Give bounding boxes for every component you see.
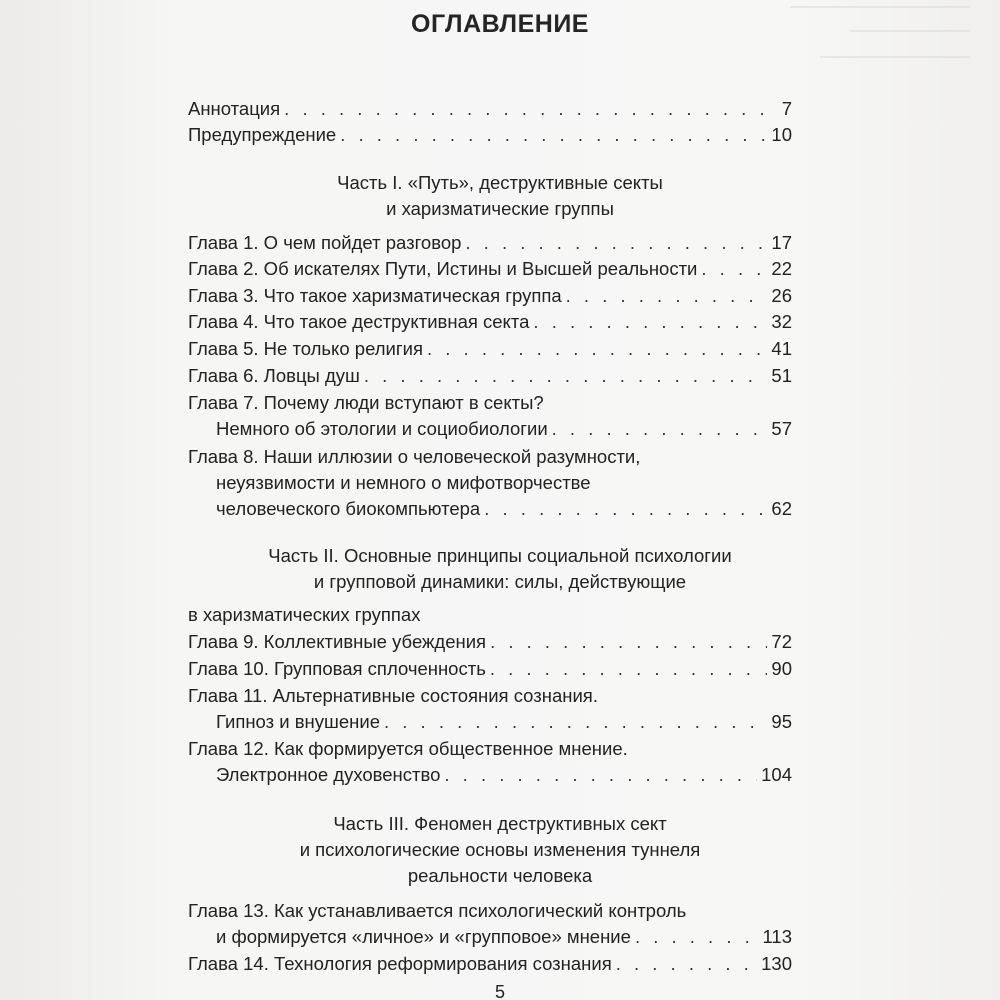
toc-entry-text: Предупреждение [188,124,337,145]
toc-entry-text: Глава 1. О чем пойдет разговор [188,232,462,253]
toc-entry-chapter[interactable] [188,953,792,981]
toc-entry-text[interactable]: Глава 8. Наши иллюзии о человеческой разумности, [188,446,641,467]
leader-dots [701,258,767,280]
leader-dots [490,658,768,680]
toc-page-number: 41 [771,338,792,359]
leader-dots [635,926,759,948]
part-heading: реальности человека [407,865,593,886]
toc-entry-chapter[interactable] [188,311,792,339]
toc-entry-text: Немного об этологии и социобиологии [216,418,548,439]
toc-page-number: 7 [781,98,792,119]
part-heading: в харизматических группах [188,604,421,625]
toc-entry-chapter[interactable] [216,926,792,954]
toc-entry-chapter[interactable] [216,764,792,792]
toc-entry-text[interactable]: Глава 7. Почему люди вступают в секты? [188,392,544,413]
toc-entry-chapter[interactable] [188,631,792,659]
toc-entry-chapter[interactable] [188,285,792,313]
toc-entry-text: Глава 6. Ловцы душ [188,365,360,386]
toc-page-number: 95 [771,711,792,732]
toc-entry-text: неуязвимости и немного о мифотворчестве [216,472,591,493]
part-heading: и харизматические группы [386,198,614,219]
toc-page-number: 72 [771,631,792,652]
leader-dots [364,365,768,387]
toc-entry-text[interactable]: Глава 12. Как формируется общественное мнение. [188,738,628,759]
leader-dots [616,953,757,975]
toc-entry-text: Аннотация [188,98,281,119]
part-heading: Часть II. Основные принципы социальной психологии [268,545,732,566]
toc-page-number: 32 [771,311,792,332]
page-number: 5 [494,982,505,1000]
toc-entry-chapter[interactable] [188,365,792,393]
part-heading: Часть I. «Путь», деструктивные секты [337,172,663,193]
toc-page-number: 57 [771,418,792,439]
toc-entry-text[interactable]: Глава 13. Как устанавливается психологический контроль [188,900,687,921]
part-heading: и психологические основы изменения туннеля [299,839,701,860]
toc-entry-text: человеческого биокомпьютера [216,498,481,519]
leader-dots [465,232,767,254]
leader-dots [384,711,767,733]
toc-entry-chapter[interactable] [216,418,792,446]
toc-entry-text: Глава 10. Групповая сплоченность [188,658,486,679]
toc-entry-text: Глава 9. Коллективные убеждения [188,631,487,652]
toc-entry-chapter[interactable] [216,498,792,526]
toc-page-number: 104 [761,764,792,785]
toc-entry-chapter[interactable] [188,232,792,260]
toc-page-number: 10 [771,124,792,145]
toc-entry-text[interactable]: Глава 11. Альтернативные состояния сознания. [188,685,598,706]
bleed-through-line [790,6,970,8]
part-heading: Часть III. Феномен деструктивных сект [333,813,667,834]
part-heading: и групповой динамики: силы, действующие [313,571,687,592]
toc-entry-text: Глава 3. Что такое харизматическая группа [188,285,562,306]
toc-entry-text: Глава 4. Что такое деструктивная секта [188,311,530,332]
toc-page-number: 17 [771,232,792,253]
toc-entry-text: Электронное духовенство [216,764,441,785]
leader-dots [340,124,767,146]
toc-entry-text: Глава 5. Не только религия [188,338,423,359]
leader-dots [490,631,767,653]
toc-entry-chapter[interactable] [188,658,792,686]
leader-dots [484,498,767,520]
leader-dots [533,311,767,333]
toc-entry-text: и формируется «личное» и «групповое» мнение [216,926,631,947]
toc-page-number: 130 [761,953,792,974]
leader-dots [284,98,778,120]
toc-page-number: 22 [771,258,792,279]
leader-dots [566,285,768,307]
toc-entry-text: Глава 14. Технология реформирования сознания [188,953,612,974]
toc-entry-chapter[interactable] [188,258,792,286]
toc-entry-annotation[interactable] [188,98,792,126]
leader-dots [552,418,768,440]
leader-dots [427,338,767,360]
leader-dots [444,764,757,786]
toc-entry-chapter[interactable] [188,338,792,366]
toc-page-number: 90 [771,658,792,679]
toc-entry-chapter[interactable] [216,711,792,739]
toc-page-number: 51 [771,365,792,386]
toc-page-number: 26 [771,285,792,306]
page-title: ОГЛАВЛЕНИЕ [411,10,589,38]
toc-entry-text: Гипноз и внушение [216,711,380,732]
bleed-through-line [820,56,970,58]
toc-entry-warning[interactable] [188,124,792,152]
toc-page-number: 113 [762,926,792,947]
toc-page-number: 62 [771,498,792,519]
toc-entry-text: Глава 2. Об искателях Пути, Истины и Высшей реальности [188,258,698,279]
